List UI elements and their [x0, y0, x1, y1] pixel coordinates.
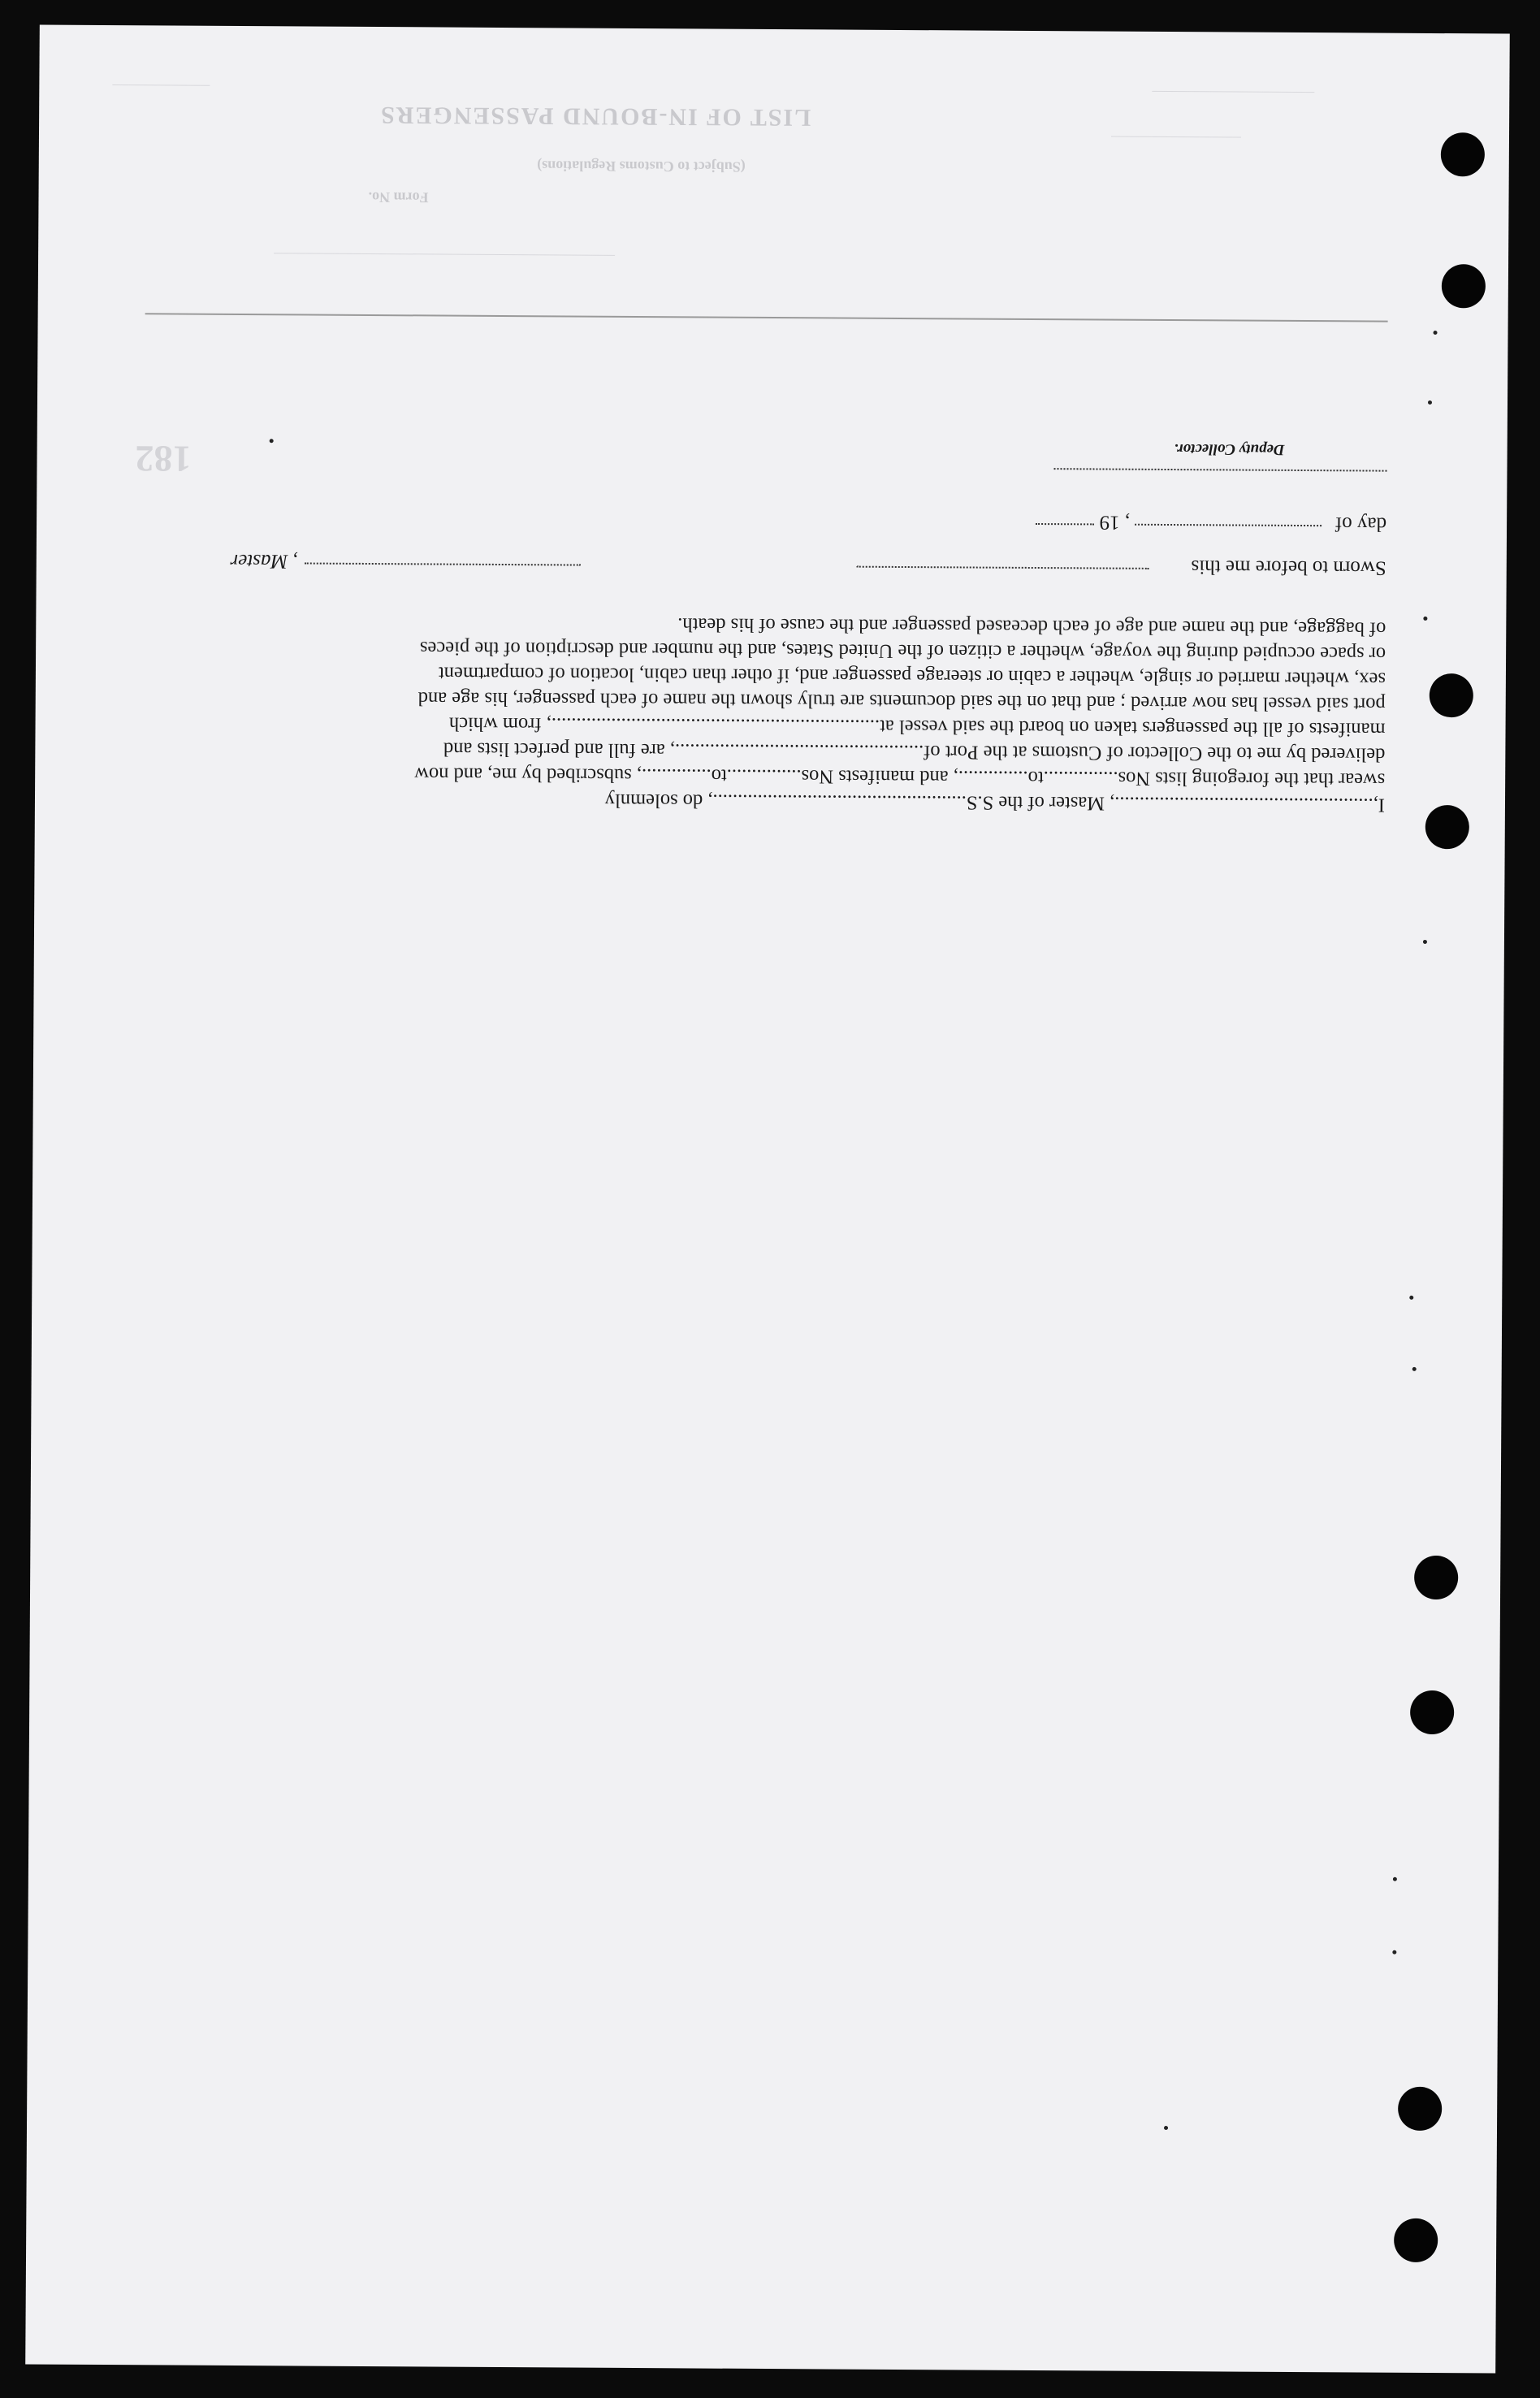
- faint-rule: [1111, 136, 1241, 138]
- punch-hole: [1442, 264, 1486, 308]
- year-blank: [1036, 523, 1094, 525]
- year-label: , 19: [1099, 511, 1131, 534]
- punch-hole: [1430, 673, 1473, 717]
- speck: [1392, 1950, 1396, 1954]
- punch-hole: [1398, 2087, 1442, 2131]
- bleed-through-form-number: Form No.: [368, 188, 429, 206]
- sworn-date-blank: [857, 566, 1149, 569]
- speck: [1164, 2126, 1168, 2130]
- oath-line: swear that the foregoing lists Nos...............to.............., and manifests Nos...............to.............., subscribed by me, and now: [414, 763, 1386, 791]
- punch-hole: [1410, 1690, 1454, 1734]
- master-label: , Master: [230, 549, 298, 573]
- oath-line: delivered by me to the Collector of Customs at the Port of.................................................., are full and perfect lists and: [443, 738, 1386, 766]
- speck: [1423, 940, 1427, 944]
- deputy-signature-blank: [1053, 468, 1386, 472]
- deputy-collector-label: Deputy Collector.: [1174, 440, 1285, 458]
- oath-line: of baggage, and the name and age of each deceased passenger and the cause of his death.: [677, 613, 1386, 640]
- punch-hole: [1394, 2218, 1438, 2262]
- sworn-label: Sworn to before me this: [1191, 556, 1386, 579]
- speck: [1412, 1367, 1417, 1371]
- oath-line: or space occupied during the voyage, whether a citizen of the United States, and the number and description of the pieces: [419, 637, 1386, 665]
- speck: [1393, 1877, 1397, 1881]
- faint-rule: [1152, 91, 1314, 93]
- oath-line: sex, whether married or single, whether a cabin or steerage passenger and, if other than cabin, location of compartment: [438, 662, 1386, 690]
- oath-line: port said vessel has now arrived ; and that on the said documents are truly shown the name of each passenger, his age and: [417, 687, 1386, 716]
- punch-hole: [1441, 132, 1485, 176]
- speck: [270, 439, 274, 443]
- faint-rule: [112, 84, 210, 86]
- oath-line: I,...................................................., Master of the S.S..................................................., do solemnly: [604, 789, 1386, 816]
- speck: [1409, 1296, 1413, 1300]
- oath-paragraph: [183, 609, 1386, 818]
- speck: [1434, 331, 1438, 335]
- divider-rule: [145, 313, 1388, 322]
- punch-hole: [1425, 805, 1469, 849]
- faint-rule: [274, 253, 615, 256]
- bleed-through-page-number: 182: [135, 438, 192, 480]
- inverted-page: [25, 24, 1510, 2373]
- master-signature-blank: [305, 563, 581, 566]
- punch-hole: [1414, 1556, 1458, 1599]
- day-of-label: day of: [1335, 513, 1387, 535]
- month-blank: [1135, 524, 1322, 526]
- speck: [1423, 617, 1427, 621]
- oath-line: manifests of all the passengers taken on board the said vessel at.................................................................., from which: [448, 712, 1386, 741]
- bleed-through-header: LIST OF IN-BOUND PASSENGERS: [379, 102, 811, 132]
- speck: [1428, 400, 1432, 405]
- bleed-through-subheader: (Subject to Customs Regulations): [537, 158, 746, 175]
- document-sheet: [25, 24, 1510, 2373]
